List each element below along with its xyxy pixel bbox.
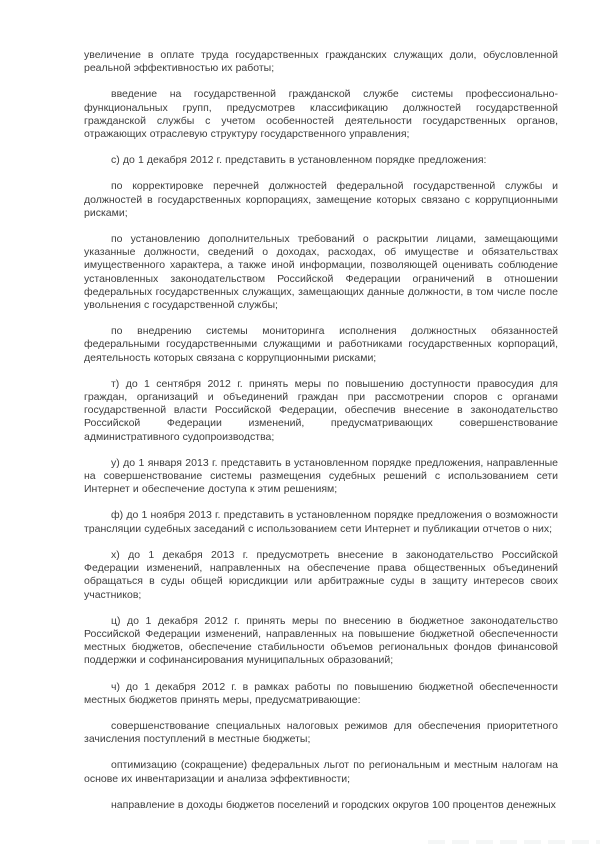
paragraph: увеличение в оплате труда государственных гражданских служащих доли, обусловленной реальной эффективностью их работы; [84,49,558,75]
bleedthrough-dash [548,840,565,844]
paragraph: ф) до 1 ноября 2013 г. представить в установленном порядке предложения о возможности трансляции судебных заседаний с использованием сети Интернет и публикации отчетов о них; [84,509,558,535]
bleedthrough-dash [524,840,541,844]
paragraph: с) до 1 декабря 2012 г. представить в установленном порядке предложения: [111,154,487,167]
paragraph: совершенствование специальных налоговых режимов для обеспечения приоритетного зачисления поступлений в местные бюджеты; [84,719,558,746]
bleedthrough-dash [572,840,589,844]
paragraph: направление в доходы бюджетов поселений и городских округов 100 процентов денежных [111,798,556,811]
paragraph: х) до 1 декабря 2013 г. предусмотреть внесение в законодательство Российской Федерации изменений, направленных на обеспечение права общественных объединений обращаться в суды общей юрисдикции или арбитражные суды в защиту интересов своих участников; [84,548,558,601]
bleedthrough-dash [452,840,469,844]
bleedthrough-dash [596,840,600,844]
bleedthrough-dash [476,840,493,844]
paragraph: по внедрению системы мониторинга исполнения должностных обязанностей федеральными государственными служащими и работниками государственных корпораций, деятельность которых связана с коррупционными рисками; [84,325,558,364]
document-text [84,49,558,812]
paragraph: т) до 1 сентября 2012 г. принять меры по повышению доступности правосудия для граждан, организаций и объединений граждан при рассмотрении споров с органами государственной власти Российской Федерации, обеспечив внесение в законодательство Российской Федерации изменений, предусматривающих совершенствование административного судопроизводства; [84,377,558,443]
paragraph: ч) до 1 декабря 2012 г. в рамках работы по повышению бюджетной обеспеченности местных бюджетов принять меры, предусматривающие: [84,680,558,706]
bleedthrough-marks [428,840,600,844]
paragraph: по установлению дополнительных требований о раскрытии лицами, замещающими указанные должности, сведений о доходах, расходах, об имуществе и обязательствах имущественного характера, а также иной информации, позволяющей оценивать соблюдение установленных законодательством Российской Федерации ограничений в отношении федеральных государственных служащих, замещающих данные должности, в том числе после увольнения с государственной службы; [84,233,558,312]
paragraph: у) до 1 января 2013 г. представить в установленном порядке предложения, направленные на совершенствование системы размещения судебных решений с использованием сети Интернет и обеспечение доступа к этим решениям; [84,456,558,496]
paragraph: по корректировке перечней должностей федеральной государственной службы и должностей в государственных корпорациях, замещение которых связано с коррупционными рисками; [84,180,558,219]
paragraph: ц) до 1 декабря 2012 г. принять меры по внесению в бюджетное законодательство Российской Федерации изменений, направленных на повышение бюджетной обеспеченности местных бюджетов, обеспечение стабильности объемов региональных фондов финансовой поддержки и софинансирования муниципальных образований; [84,614,558,667]
bleedthrough-dash [500,840,517,844]
bleedthrough-dash [428,840,445,844]
paragraph: оптимизацию (сокращение) федеральных льгот по региональным и местным налогам на основе их инвентаризации и анализа эффективности; [84,759,558,785]
paragraph: введение на государственной гражданской службе системы профессионально-функциональных групп, предусмотрев классификацию должностей государственной гражданской службы с учетом особенностей деятельности государственных органов, отражающих отраслевую структуру государственного управления; [84,88,558,141]
